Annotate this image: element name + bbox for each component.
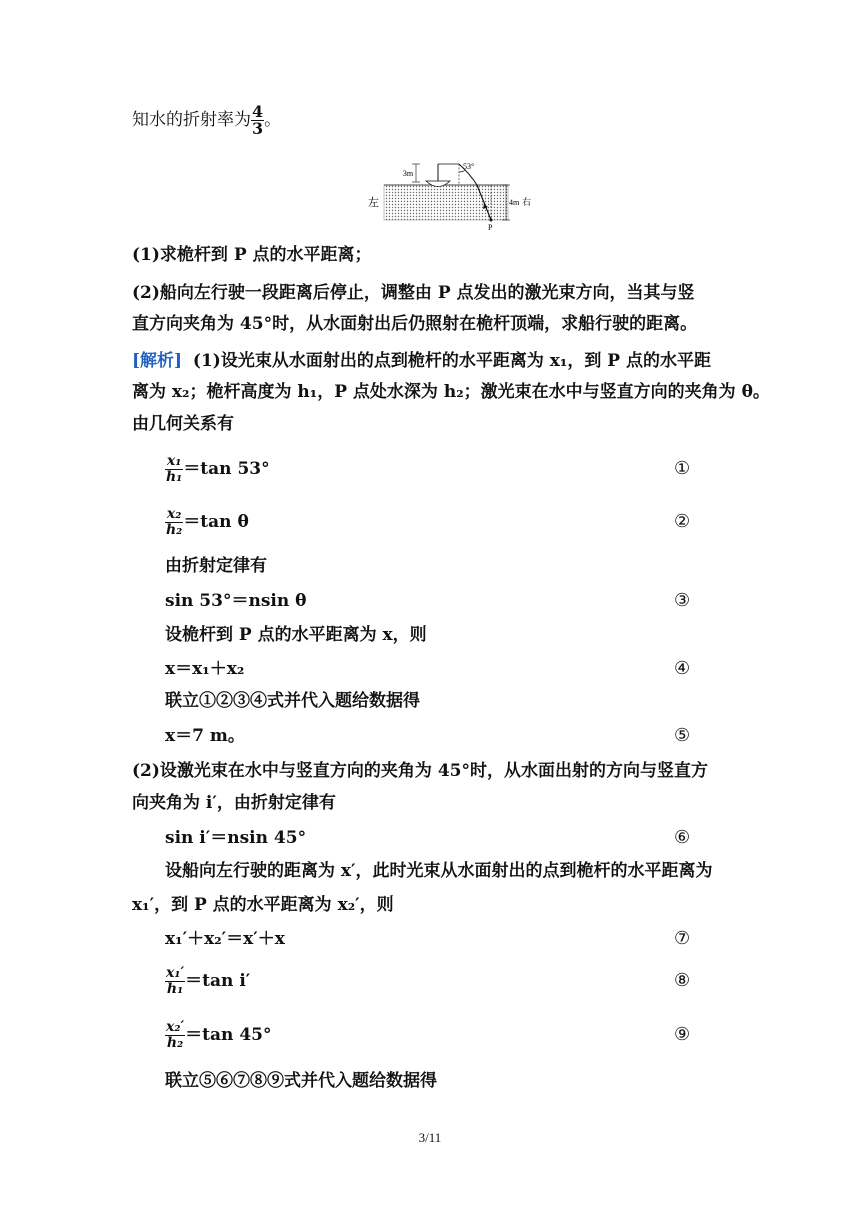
label-p: P xyxy=(488,223,493,232)
equation-2-mark: ② xyxy=(674,511,691,532)
combine-text-2: 联立⑤⑥⑦⑧⑨式并代入题给数据得 xyxy=(165,1071,437,1091)
label-right: 右 xyxy=(522,198,532,208)
analysis-line-3: 由几何关系有 xyxy=(132,414,234,434)
analysis-tag: [解析] xyxy=(132,351,183,371)
equation-3-mark: ③ xyxy=(674,590,691,611)
equation-7-mark: ⑦ xyxy=(674,928,691,949)
page-number: 3/11 xyxy=(418,1130,442,1145)
equation-2: $\frac{\text{x₂}}{\text{h₂}}$ ＝tan θ xyxy=(166,506,249,538)
analysis-2-line-1: (2)设激光束在水中与竖直方向的夹角为 45°时，从水面出射的方向与竖直方 xyxy=(132,761,708,781)
equation-5: x＝7 m。 xyxy=(165,726,245,746)
equation-9: $\frac{\text{x₂′}}{\text{h₂}}$ ＝tan 45° xyxy=(166,1019,272,1051)
equation-8-mark: ⑧ xyxy=(674,970,691,991)
analysis-line-2: 离为 x₂；桅杆高度为 h₁，P 点处水深为 h₂；激光束在水中与竖直方向的夹角为 θ。 xyxy=(132,382,770,402)
boat-laser-diagram xyxy=(364,158,536,234)
label-3m: 3m xyxy=(402,169,414,178)
question-2-line-2: 直方向夹角为 45°时，从水面射出后仍照射在桅杆顶端，求船行驶的距离。 xyxy=(132,314,698,334)
refractive-index-line: 知水的折射率为 $\frac{4}{3}$ 。 xyxy=(132,102,282,138)
equation-3: sin 53°＝nsin θ xyxy=(165,591,307,611)
equation-7: x₁′＋x₂′＝x′＋x xyxy=(165,929,285,949)
equation-6: sin i′＝nsin 45° xyxy=(165,828,307,848)
text-prefix: 知水的折射率为 xyxy=(132,110,251,130)
combine-text-1: 联立①②③④式并代入题给数据得 xyxy=(165,691,420,711)
equation-8: $\frac{\text{x₁′}}{\text{h₁}}$ ＝tan i′ xyxy=(166,965,251,997)
label-53-deg: 53° xyxy=(463,162,475,171)
analysis-2-line-2: 向夹角为 i′，由折射定律有 xyxy=(132,793,336,813)
question-1: (1)求桅杆到 P 点的水平距离； xyxy=(132,245,372,265)
equation-6-mark: ⑥ xyxy=(674,827,691,848)
set-x-text: 设桅杆到 P 点的水平距离为 x，则 xyxy=(165,625,427,645)
equation-1: $\frac{\text{x₁}}{\text{h₁}}$ ＝tan 53° xyxy=(166,453,270,485)
equation-4: x＝x₁＋x₂ xyxy=(165,659,245,679)
set-x-prime-line-2: x₁′，到 P 点的水平距离为 x₂′，则 xyxy=(132,895,394,915)
refraction-law-text-1: 由折射定律有 xyxy=(165,556,267,576)
fraction-4-3: $\frac{4}{3}$ xyxy=(252,102,264,138)
set-x-prime-line-1: 设船向左行驶的距离为 x′，此时光束从水面射出的点到桅杆的水平距离为 xyxy=(165,861,713,881)
analysis-line-1: [解析] (1)设光束从水面射出的点到桅杆的水平距离为 x₁，到 P 点的水平距 xyxy=(132,351,711,371)
equation-5-mark: ⑤ xyxy=(674,725,691,746)
label-4m: 4m xyxy=(509,198,520,207)
question-2-line-1: (2)船向左行驶一段距离后停止，调整由 P 点发出的激光束方向，当其与竖 xyxy=(132,283,695,303)
label-left: 左 xyxy=(368,196,379,209)
equation-9-mark: ⑨ xyxy=(674,1024,691,1045)
equation-1-mark: ① xyxy=(674,458,691,479)
equation-4-mark: ④ xyxy=(674,658,691,679)
